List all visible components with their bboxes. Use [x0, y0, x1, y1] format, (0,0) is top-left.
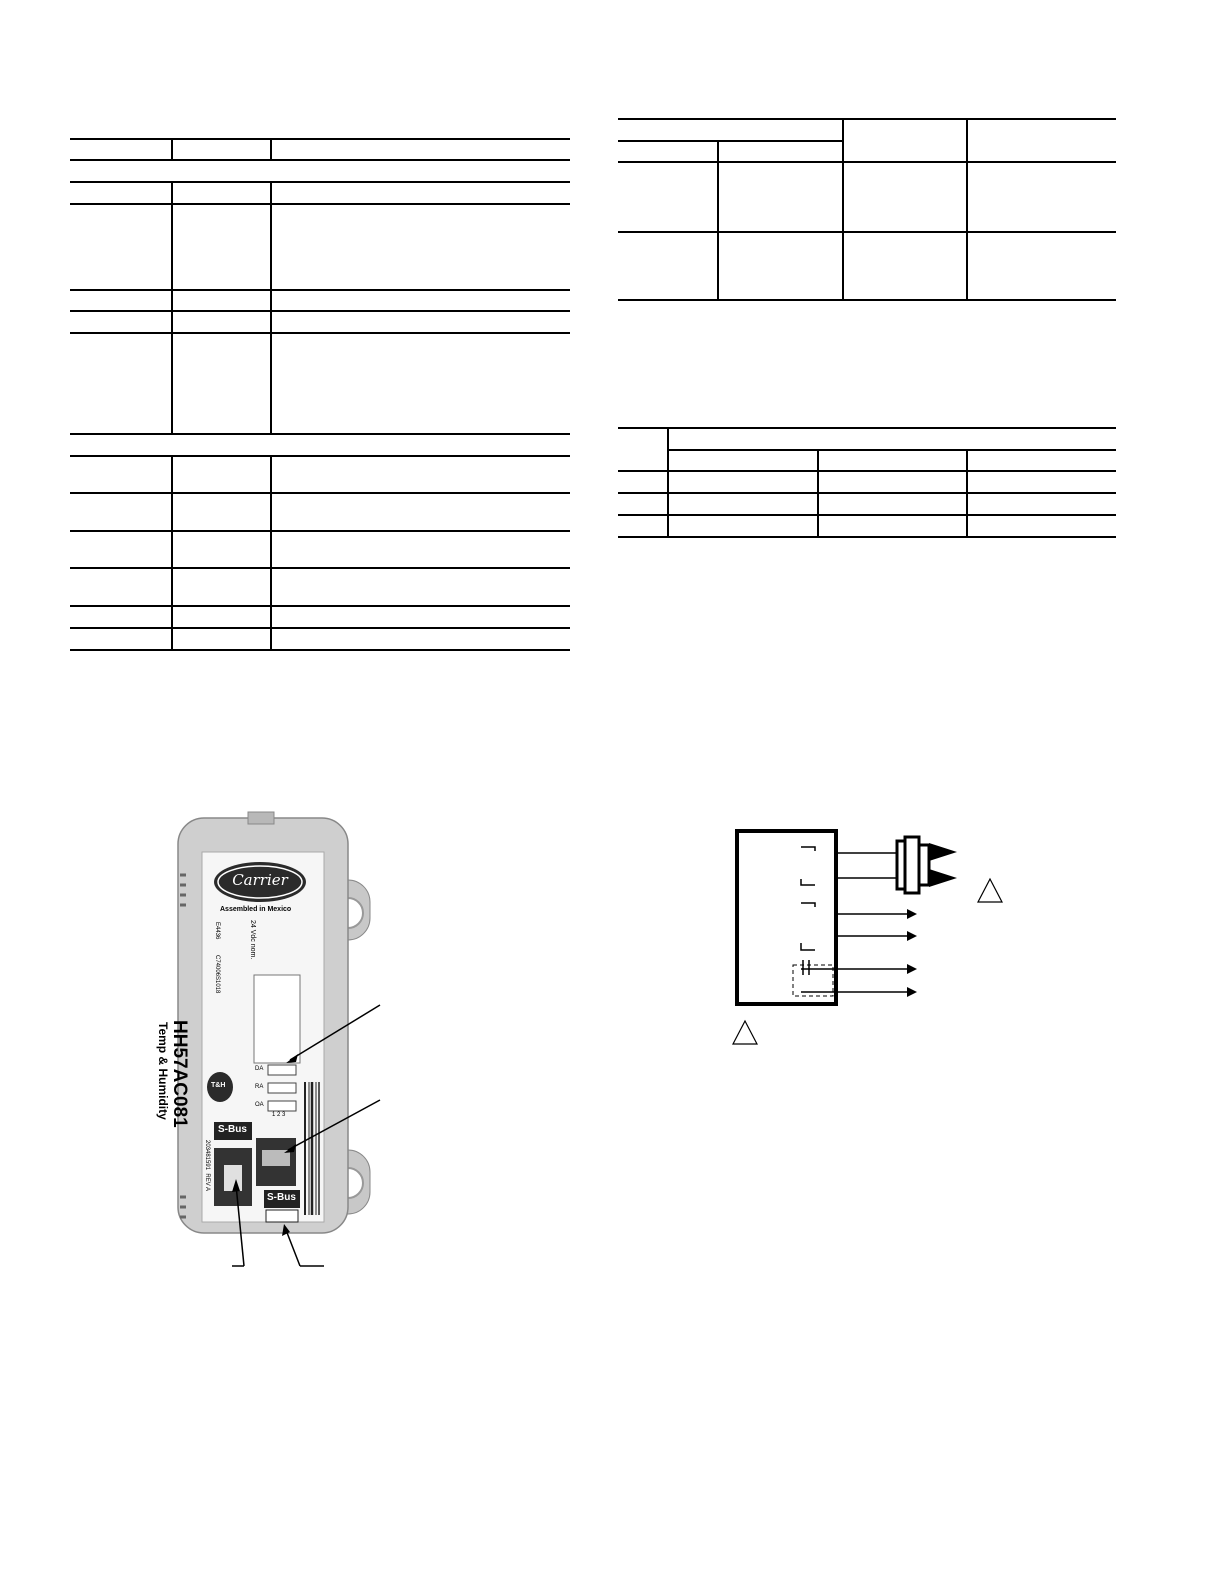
dip-numbers: 1 2 3: [272, 1112, 286, 1118]
power-label: 24 Vdc nom.: [249, 920, 256, 960]
sbus-bottom-label: S-Bus: [267, 1192, 296, 1203]
dip-row-oa: OA: [255, 1102, 264, 1108]
assembled-text: Assembled in Mexico: [220, 906, 292, 913]
badge-label: T&H: [211, 1082, 226, 1089]
dip-row-ra: RA: [255, 1084, 264, 1090]
dip-row-da: DA: [255, 1066, 264, 1072]
part-number: 203481591 REV A: [204, 1140, 210, 1192]
description-label: Temp & Humidity: [156, 1022, 170, 1120]
cert-label: E4436: [214, 922, 220, 940]
model-label: HH57AC081: [169, 1020, 190, 1128]
code-label: C74006S1018: [214, 955, 220, 994]
wiring-diagram: [725, 825, 1045, 1055]
brand-logo: Carrier: [232, 871, 288, 889]
sensor-illustration: [150, 810, 390, 1280]
sbus-top-label: S-Bus: [218, 1124, 247, 1135]
